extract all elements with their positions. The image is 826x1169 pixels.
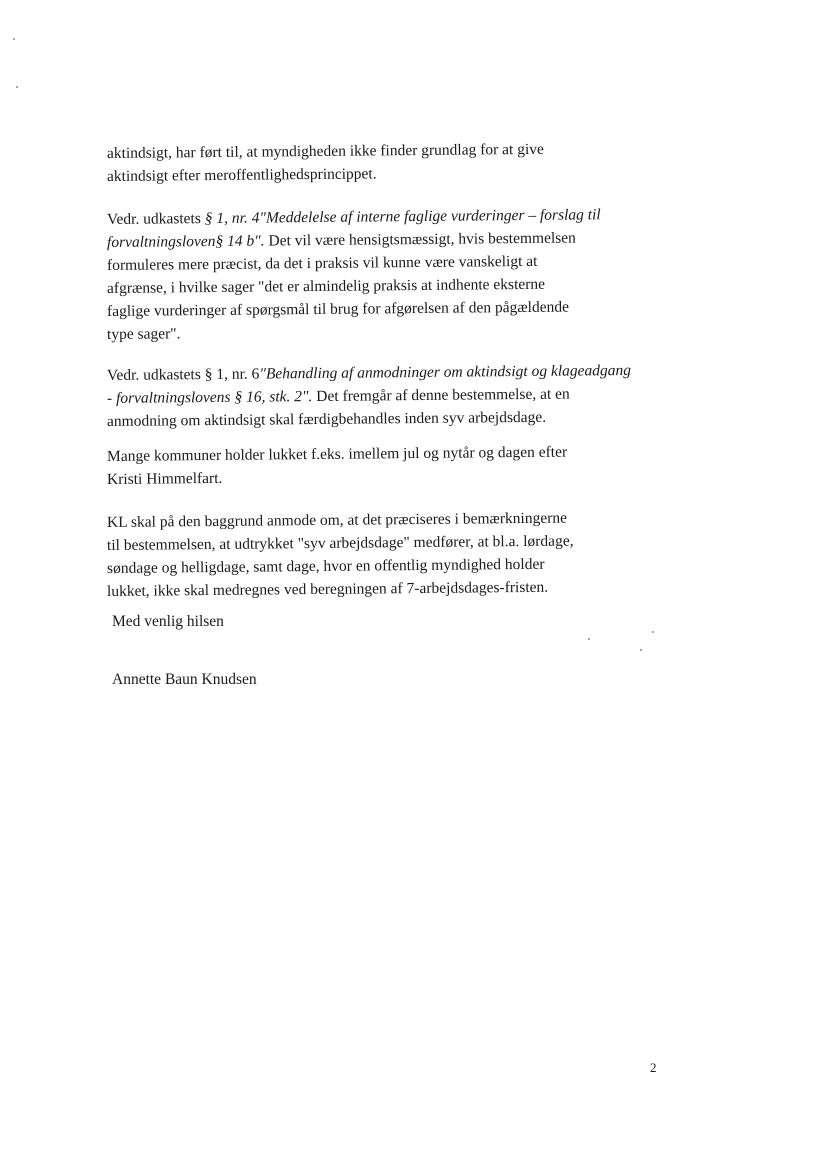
paragraph-line: anmodning om aktindsigt skal færdigbehandles inden syv arbejdsdage. xyxy=(106,408,547,430)
paragraph-line: aktindsigt efter meroffentlighedsprincippet. xyxy=(106,165,377,185)
paragraph-line: KL skal på den baggrund anmode om, at det præciseres i bemærkningerne xyxy=(106,509,568,531)
paragraph-line xyxy=(107,361,631,386)
text-plain: Det fremgår af denne bestemmelse, at en xyxy=(312,385,570,406)
paragraph-line: Mange kommuner holder lukket f.eks. imellem jul og nytår og dagen efter xyxy=(106,443,568,465)
scan-speck xyxy=(16,86,18,88)
paragraph-line: til bestemmelsen, at udtrykket "syv arbejdsdage" medfører, at bl.a. lørdage, xyxy=(106,532,574,554)
text-italic: "Behandling af anmodninger om aktindsigt og klageadgang xyxy=(259,361,632,383)
closing-salutation: Med venlig hilsen xyxy=(112,613,224,630)
text-italic: forvaltningsloven§ 14 b". xyxy=(106,232,265,251)
text-italic: - forvaltningslovens § 16, stk. 2". xyxy=(106,388,313,407)
paragraph-line xyxy=(107,228,576,253)
text-plain: Vedr. udkastets xyxy=(106,210,205,228)
text-italic: § 1, nr. 4"Meddelelse af interne faglige vurderinger – forslag til xyxy=(204,206,601,228)
text-plain: Vedr. udkastets § 1, nr. 6 xyxy=(106,365,260,384)
text-plain: Det vil være hensigtsmæssigt, hvis bestemmelsen xyxy=(264,229,576,250)
page-number: 2 xyxy=(650,1060,657,1075)
paragraph-line: aktindsigt, har ført til, at myndigheden ikke finder grundlag for at give xyxy=(106,140,544,162)
paragraph-line: lukket, ikke skal medregnes ved beregningen af 7-arbejdsdages-fristen. xyxy=(106,578,549,600)
scan-speck xyxy=(588,638,590,640)
paragraph-line: søndage og helligdage, samt dage, hvor en offentlig myndighed holder xyxy=(106,555,545,577)
scan-speck xyxy=(652,631,654,633)
paragraph-line: faglige vurderinger af spørgsmål til brug for afgørelsen af den pågældende xyxy=(106,298,570,320)
paragraph-line: afgrænse, i hvilke sager "det er almindelig praksis at indhente eksterne xyxy=(106,275,546,297)
paragraph-line: Kristi Himmelfart. xyxy=(106,469,223,488)
signature-name: Annette Baun Knudsen xyxy=(112,671,257,688)
paragraph-line: formuleres mere præcist, da det i praksis vil kunne være vanskeligt at xyxy=(106,252,538,274)
paragraph-line xyxy=(107,385,570,409)
paragraph-line: type sager". xyxy=(106,325,181,343)
scan-speck xyxy=(13,38,15,40)
paragraph-line xyxy=(107,205,601,230)
scan-speck xyxy=(640,649,642,651)
